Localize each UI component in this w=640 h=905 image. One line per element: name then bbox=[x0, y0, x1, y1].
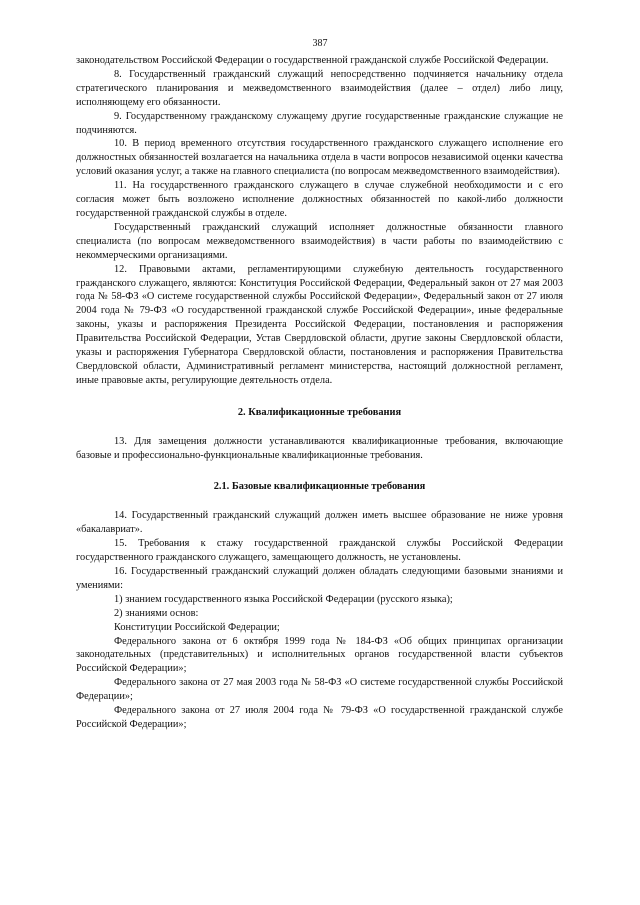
section-2-1-body bbox=[76, 509, 563, 732]
section-2-1-heading: 2.1. Базовые квалификационные требования bbox=[213, 481, 426, 493]
paragraph: Федерального закона от 6 октября 1999 года № 184-ФЗ «Об общих принципах организации законодательных (представительных) и исполнительных органов государственной власти субъектов Российской Федерации»; bbox=[76, 635, 563, 675]
document-body bbox=[76, 54, 563, 732]
section-2-body bbox=[76, 435, 563, 463]
section-1-continuation bbox=[76, 54, 563, 388]
paragraph: Конституции Российской Федерации; bbox=[114, 621, 280, 633]
paragraph: 12. Правовыми актами, регламентирующими служебную деятельность государственного гражданского служащего, являются: Конституция Российской Федерации, Федеральный закон от 27 мая 2003 года № 58-ФЗ «О системе государственной службы Российской Федерации», Федеральный закон от 27 июля 2004 года № 79-ФЗ «О государственной гражданской службе Российской Федерации», иные федеральные законы, указы и распоряжения Президента Российской Федерации, постановления и распоряжения Правительства Российской Федерации, Устав Свердловской области, другие законы Свердловской области, указы и распоряжения Губернатора Свердловской области, постановления и распоряжения Правительства Свердловской области, Административный регламент министерства, настоящий должностной регламент, иные правовые акты, регулирующие деятельность отдела. bbox=[76, 263, 563, 386]
paragraph: 1) знанием государственного языка Российской Федерации (русского языка); bbox=[114, 593, 453, 605]
paragraph: 13. Для замещения должности устанавливаются квалификационные требования, включающие базовые и профессионально-функциональные квалификационные требования. bbox=[76, 435, 563, 461]
section-2-heading: 2. Квалификационные требования bbox=[237, 406, 402, 418]
paragraph: Федерального закона от 27 мая 2003 года № 58-ФЗ «О системе государственной службы Российской Федерации»; bbox=[76, 677, 563, 703]
paragraph: 14. Государственный гражданский служащий должен иметь высшее образование не ниже уровня «бакалавриат». bbox=[76, 510, 563, 536]
paragraph: 9. Государственному гражданскому служащему другие государственные гражданские служащие не подчиняются. bbox=[76, 110, 563, 136]
paragraph: 16. Государственный гражданский служащий должен обладать следующими базовыми знаниями и умениями: bbox=[76, 566, 563, 591]
paragraph: Федерального закона от 27 июля 2004 года № 79-ФЗ «О государственной гражданской службе Российской Федерации»; bbox=[76, 705, 563, 730]
paragraph: 8. Государственный гражданский служащий непосредственно подчиняется начальнику отдела стратегического планирования и межведомственного взаимодействия (далее – отдел) либо лицу, исполняющему его обязанности. bbox=[76, 68, 563, 108]
paragraph: 10. В период временного отсутствия государственного гражданского служащего исполнение его должностных обязанностей возлагается на начальника отдела в части вопросов независимой оценки качества условий оказания услуг, а также на главного специалиста (по вопросам межведомственного взаимодействия). bbox=[76, 138, 563, 178]
paragraph: 11. На государственного гражданского служащего в случае служебной необходимости и с его согласия может быть возложено исполнение должностных обязанностей по какой-либо должности государственной гражданской службы в отделе. bbox=[76, 180, 563, 219]
paragraph: 2) знаниями основ: bbox=[114, 607, 199, 619]
paragraph: Государственный гражданский служащий исполняет должностные обязанности главного специалиста (по вопросам межведомственного взаимодействия) в части работы по взаимодействию с некоммерческими организациями. bbox=[76, 221, 563, 261]
paragraph: 15. Требования к стажу государственной гражданской службы Российской Федерации государственного гражданского служащего, замещающего должность, не установлены. bbox=[76, 538, 563, 564]
paragraph: законодательством Российской Федерации о государственной гражданской службе Российской Федерации. bbox=[76, 55, 549, 66]
page-number: 387 bbox=[312, 38, 328, 49]
